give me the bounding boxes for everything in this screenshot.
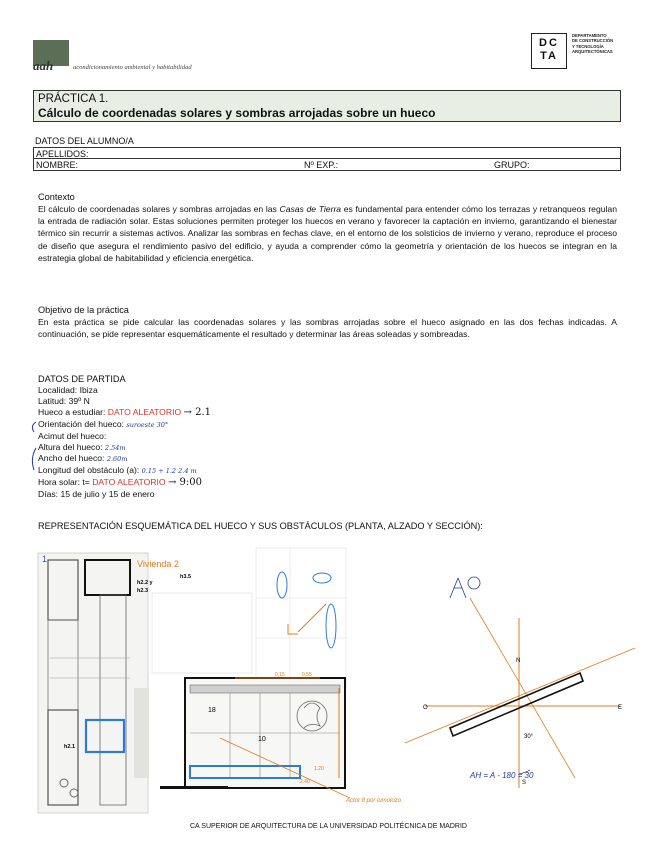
hueco-random: DATO ALEATORIO xyxy=(107,406,182,417)
dcta-logo xyxy=(531,33,567,69)
plan-h22: h2.2 y xyxy=(137,580,153,586)
contexto-text-rest: es fundamental para entender cómo los terrazas y retranqueos regulan la entrada de radiación solar. Estas soluciones permiten proteger los huecos en verano y favorecer la captación en invierno, garantizando el bienestar térmico sin recurrir a sistemas activos. Analizar las sombras en fechas clave, en el entorno de los solsticios de invierno y verano, reproduce el proceso de diseño que asegura el rendimiento pasivo del edificio, y ayuda a comprender cómo la geometría y orientación de los huecos se integran en la estrategia global de habitabilidad y eficiencia energética. xyxy=(38,204,617,263)
blue-mark xyxy=(326,604,336,648)
hueco-label: Hueco a estudiar: xyxy=(38,406,108,417)
floor-plan-drawing xyxy=(38,553,191,813)
contexto-italic: Casas de Tierra xyxy=(279,204,342,214)
hora-handwritten: → 9:00 xyxy=(168,477,203,489)
logo-word: aah xyxy=(33,58,54,73)
hora-row xyxy=(38,477,338,489)
compass-sketch xyxy=(405,577,635,788)
altura-label: Altura del hueco: xyxy=(38,441,105,452)
contexto-paragraph xyxy=(38,203,617,264)
contexto-heading: Contexto xyxy=(38,192,75,202)
exp-field[interactable]: Nº EXP.: xyxy=(304,160,339,170)
plan-h21: h2.1 xyxy=(64,744,76,750)
compass-e: E xyxy=(618,705,623,711)
dim-b: 0,55 xyxy=(302,672,312,678)
hueco-handwritten: → 2.1 xyxy=(183,406,211,418)
ancho-label: Ancho del hueco: xyxy=(38,453,107,464)
longitud-handwritten: 0.15 + 1.2 2.4 m xyxy=(141,467,197,476)
objetivo-paragraph: En esta práctica se pide calcular las coordenadas solares y las sombras arrojadas sobre el hueco asignado en las dos fechas indicadas. A continuación, se pide representar esquemáticamente el resultado y determinar las áreas soleadas y sombreadas. xyxy=(38,317,617,340)
dept-line: ARQUITECTÓNICAS xyxy=(572,49,613,55)
dept-line: Y TECNOLOGÍA xyxy=(572,43,604,49)
orange-note: Actor 8 por lumolozo xyxy=(346,798,402,804)
plan-h35: h3.5 xyxy=(180,574,192,580)
altura-row xyxy=(38,442,338,454)
plan-h23: h2.3 xyxy=(137,588,149,594)
representacion-heading: REPRESENTACIÓN ESQUEMÁTICA DEL HUECO Y SUS OBSTÁCULOS (PLANTA, ALZADO Y SECCIÓN): xyxy=(38,521,483,531)
contexto-text: El cálculo de coordenadas solares y sombras arrojadas en las xyxy=(38,204,280,214)
datos-heading: DATOS DE PARTIDA xyxy=(38,374,126,384)
practice-number: PRÁCTICA 1. xyxy=(38,93,109,105)
dim-d: 2.40 xyxy=(300,779,310,785)
num-18: 18 xyxy=(208,707,216,714)
student-heading: DATOS DEL ALUMNO/A xyxy=(35,136,134,146)
azimuth-formula: AH = A - 180 = 30 xyxy=(470,771,534,780)
angle-30: 30° xyxy=(524,734,534,740)
hueco-row xyxy=(38,407,338,419)
ancho-handwritten: 2.60m xyxy=(106,455,128,464)
apellidos-label: APELLIDOS: xyxy=(36,149,89,159)
compass-n: N xyxy=(516,658,521,664)
blue-mark xyxy=(277,572,287,598)
grupo-field[interactable]: GRUPO: xyxy=(494,160,530,170)
latitud: Latitud: 39º N xyxy=(38,395,90,406)
margin-bracket-marks xyxy=(28,418,40,488)
compass-o: O xyxy=(423,705,428,711)
altura-handwritten: 2.54m xyxy=(104,443,126,452)
orange-mark xyxy=(288,624,298,634)
objetivo-heading: Objetivo de la práctica xyxy=(38,305,129,315)
longitud-row xyxy=(38,465,338,477)
title-box xyxy=(33,90,621,122)
logo-tagline: acondicionamiento ambiental y habitabilidad xyxy=(73,64,192,71)
nombre-field[interactable]: NOMBRE: xyxy=(36,160,79,170)
hora-random: DATO ALEATORIO xyxy=(92,477,166,488)
datos-de-partida xyxy=(38,373,338,500)
dcta-line1: DC xyxy=(539,37,559,49)
orientacion-label: Orientación del hueco: xyxy=(38,418,127,429)
num-10: 10 xyxy=(258,736,266,743)
dept-line: DE CONSTRUCCIÓN xyxy=(572,38,614,44)
orientacion-handwritten: suroeste 30° xyxy=(126,420,169,429)
student-data-table xyxy=(33,135,621,171)
schematic-drawings xyxy=(30,538,640,823)
apellidos-field[interactable] xyxy=(33,147,621,159)
blue-mark xyxy=(313,573,331,583)
plan-number: 1 xyxy=(42,554,48,564)
localidad: Localidad: Ibiza xyxy=(38,385,98,395)
orientacion-row xyxy=(38,419,338,431)
dept-line: DEPARTAMENTO xyxy=(572,33,607,38)
acimut-row: Acimut del hueco: xyxy=(38,430,107,441)
orange-line xyxy=(298,604,326,632)
hora-label: Hora solar: t= xyxy=(38,477,93,488)
vivienda-label: Vivienda 2 xyxy=(137,559,179,569)
footer-text: CA SUPERIOR DE ARQUITECTURA DE LA UNIVERSIDAD POLITÉCNICA DE MADRID xyxy=(190,823,467,830)
page-title: Cálculo de coordenadas solares y sombras arrojadas sobre un hueco xyxy=(38,106,436,120)
dim-c: 1.20 xyxy=(314,766,324,772)
dim-a: 0,15 xyxy=(275,672,285,678)
dcta-line2: TA xyxy=(540,50,558,62)
background-plans xyxy=(152,548,346,688)
ancho-row xyxy=(38,453,338,465)
compass-s: S xyxy=(522,780,527,786)
section-detail-drawing xyxy=(160,672,402,804)
dias-row: Días: 15 de julio y 15 de enero xyxy=(38,489,155,500)
longitud-label: Longitud del obstáculo (a): xyxy=(38,465,142,476)
department-name xyxy=(572,33,632,55)
nombre-row xyxy=(33,159,621,171)
